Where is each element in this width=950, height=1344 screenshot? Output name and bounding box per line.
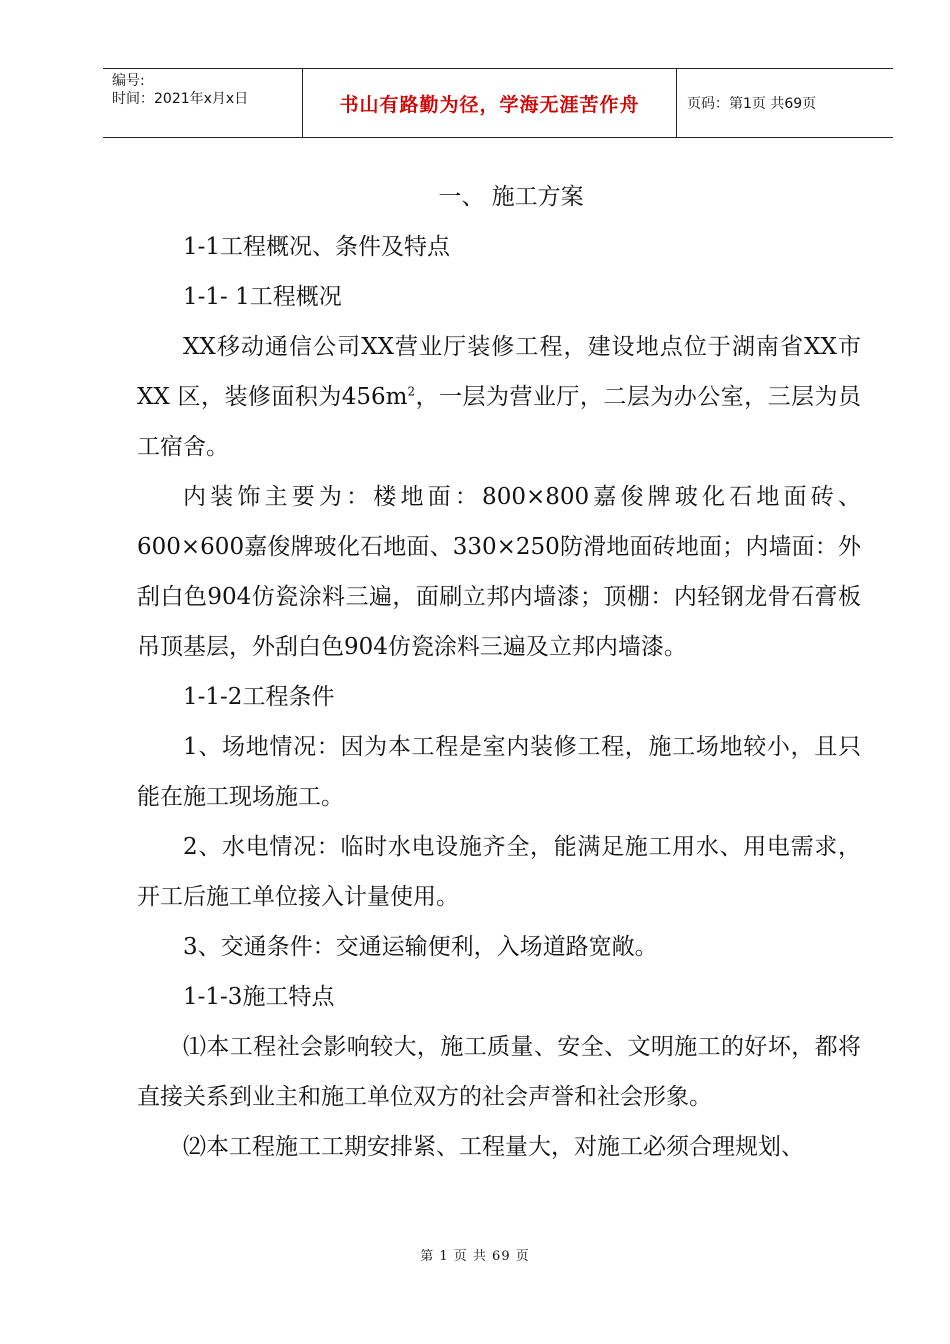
page-footer: 第 1 页 共 69 页: [420, 1249, 530, 1264]
paragraph-decoration: 内装饰主要为：楼地面：800×800嘉俊牌玻化石地面砖、600×600嘉俊牌玻化石地面、330×250防滑地面砖地面；内墙面：外刮白色904仿瓷涂料三遍，面刷立邦内墙漆；顶棚：内轻钢龙骨石膏板吊顶基层，外刮白色904仿瓷涂料三遍及立邦内墙漆。: [137, 484, 861, 660]
page-header: [103, 68, 893, 138]
paragraph-feature-1: ⑴本工程社会影响较大，施工质量、安全、文明施工的好坏，都将直接关系到业主和施工单位双方的社会声誉和社会形象。: [137, 1034, 861, 1110]
overview-tail: ，一层为营业厅，二层为办公室，三层为员工宿舍。: [137, 384, 861, 460]
area-superscript: 2: [407, 384, 416, 399]
header-motto: 书山有路勤为径，学海无涯苦作舟: [303, 69, 677, 137]
subsection-heading: 1-1-3施工特点: [183, 984, 335, 1010]
number-label: 编号:: [112, 73, 145, 89]
subsection-heading: 1-1工程概况、条件及特点: [183, 234, 451, 260]
subsection-heading: 1-1- 1工程概况: [183, 284, 342, 310]
paragraph-utilities: 2、水电情况：临时水电设施齐全，能满足施工用水、用电需求，开工后施工单位接入计量使用。: [137, 834, 861, 910]
document-body: [137, 172, 861, 1172]
overview-text: XX移动通信公司XX营业厅装修工程，建设地点位于湖南省XX市XX 区，装修面积为456m: [137, 334, 861, 410]
subsection-heading: 1-1-2工程条件: [183, 684, 335, 710]
section-title: 一、 施工方案: [438, 184, 584, 210]
paragraph-site: 1、场地情况：因为本工程是室内装修工程，施工场地较小，且只能在施工现场施工。: [137, 734, 861, 810]
header-info-cell: [103, 69, 303, 137]
header-page-info: 页码：第1页 共69页: [687, 96, 817, 112]
paragraph-overview: [137, 322, 861, 472]
paragraph-feature-2: ⑵本工程施工工期安排紧、工程量大，对施工必须合理规划、: [183, 1134, 804, 1160]
time-label: 时间：2021年x月x日: [112, 91, 249, 107]
paragraph-traffic: 3、交通条件：交通运输便利，入场道路宽敞。: [183, 934, 658, 960]
